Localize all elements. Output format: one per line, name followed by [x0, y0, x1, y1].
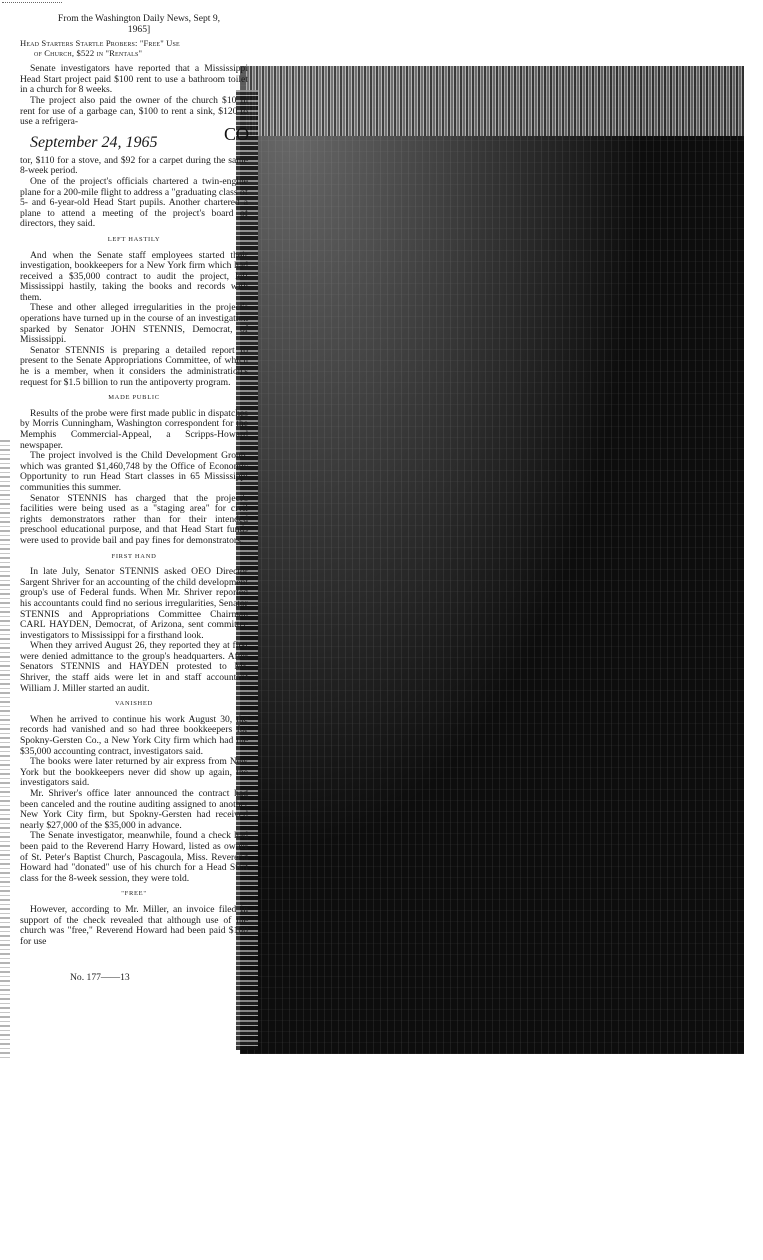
- dark-scan-region: [240, 66, 744, 1054]
- headline-line: Head Starters Startle Probers: "Free" Use: [20, 38, 180, 49]
- paragraph: When they arrived August 26, they reported they at first were denied admittance to the group's headquarters. After Senators STENNIS and HAYDEN protested to Mr. Shriver, the staff aids were let in and staff accountant William J. Miller started an audit.: [20, 640, 248, 694]
- paragraph: These and other alleged irregularities in the project's operations have turned up in the course of an investigation sparked by Senator JOHN STENNIS, Democrat, of Mississippi.: [20, 302, 248, 346]
- paragraph: Results of the probe were first made public in dispatches by Morris Cunningham, Washington correspondent for the Memphis Commercial-Appeal, a Scripps-Howard newspaper.: [20, 407, 248, 451]
- paragraph: In late July, Senator STENNIS asked OEO Director Sargent Shriver for an accounting of the child development group's use of Federal funds. When Mr. Shriver reported his accountants could find no serious irregularities, Senator STENNIS and Appropriations Committee Chairman CARL HAYDEN, Democrat, of Arizona, sent committee investigators to Mississippi for a firsthand look.: [20, 566, 248, 641]
- paragraph: One of the project's officials chartered a twin-engine plane for a 200-mile flight to address a "graduating class of 5- and 6-year-old Head Start pupils. Another chartered a plane to attend a meeting of the project's board of directors, they said.: [20, 175, 248, 230]
- binding-edge: [0, 440, 10, 1060]
- subhead: "FREE": [121, 890, 147, 898]
- paragraph: And when the Senate staff employees started their investigation, bookkeepers for a New York firm which had received a $35,000 contract to audit the project, left Mississippi hastily, taking the books and records with them.: [20, 249, 248, 303]
- paragraph: The project involved is the Child Development Group, which was granted $1,460,748 by the Office of Economic Opportunity to run Head Start classes in 65 Mississippi communities this summer.: [20, 450, 248, 493]
- subhead: LEFT HASTILY: [107, 235, 161, 243]
- paragraph: tor, $110 for a stove, and $92 for a carpet during the same 8-week period.: [20, 154, 248, 177]
- subhead: VANISHED: [115, 700, 153, 708]
- paragraph-group-top: [20, 64, 248, 128]
- source-line-year: 1965]: [127, 23, 151, 35]
- page-number: No. 177——13: [70, 972, 130, 983]
- page-date: September 24, 1965: [30, 133, 158, 151]
- subhead: FIRST HAND: [111, 552, 157, 560]
- paragraph-group: [20, 715, 248, 885]
- dark-scan-top-band: [246, 66, 744, 136]
- paragraph: Senate investigators have reported that a Mississippi Head Start project paid $100 rent to use a bathroom toilet in a church for 8 weeks.: [20, 63, 248, 96]
- paragraph-group: [20, 905, 248, 947]
- paragraph: However, according to Mr. Miller, an invoice filed in support of the check revealed that although use of the church was "free," Reverend Howard had been paid $100 for use: [20, 903, 248, 947]
- paragraph: Senator STENNIS is preparing a detailed report to present to the Senate Appropriations Committee, of which he is a member, when it considers the administration's request for $1.5 billion to run the antipoverty program.: [20, 344, 248, 388]
- paragraph-group: [20, 251, 248, 389]
- source-line: From the Washington Daily News, Sept 9,: [57, 13, 221, 24]
- scan-mark: [2, 2, 62, 7]
- article-headline: [20, 38, 248, 58]
- paragraph: Senator STENNIS has charged that the project's facilities were being used as a "staging area" for civil rights demonstrators rather than for their intended preschool educational purpose, and that Head Start funds were used to provide bail and pay fines for demonstrators.: [20, 492, 248, 546]
- paragraph: The project also paid the owner of the church $10 in rent for use of a garbage can, $100 to rent a sink, $120 to use a refrigera-: [20, 94, 248, 128]
- paragraph: The Senate investigator, meanwhile, found a check had been paid to the Reverend Harry Howard, listed as owner of St. Peter's Baptist Church, Pascagoula, Miss. Reverend Howard had "donated" use of his church for a Head Start class for the 8-week session, they were told.: [20, 830, 248, 884]
- paragraph-group: [20, 567, 248, 694]
- paragraph-group: [20, 409, 248, 547]
- subhead: MADE PUBLIC: [108, 394, 160, 402]
- headline-line: of Church, $522 in "Rentals": [34, 48, 143, 59]
- paragraph: Mr. Shriver's office later announced the contract had been canceled and the routine auditing assigned to another New York City firm, but Spokny-Gersten had received nearly $27,000 of the $35,000 in advance.: [20, 788, 248, 831]
- paragraph: The books were later returned by air express from New York but the bookkeepers never did show up again, the investigators said.: [20, 756, 248, 789]
- paragraph-group: [20, 156, 248, 230]
- paragraph: When he arrived to continue his work August 30, the records had vanished and so had three bookkeepers for Spokny-Gersten Co., a New York City firm which had the $35,000 accounting contract, investigators said.: [20, 713, 248, 757]
- article-column: [20, 14, 248, 947]
- adjacent-page-fragment: CO: [224, 124, 250, 144]
